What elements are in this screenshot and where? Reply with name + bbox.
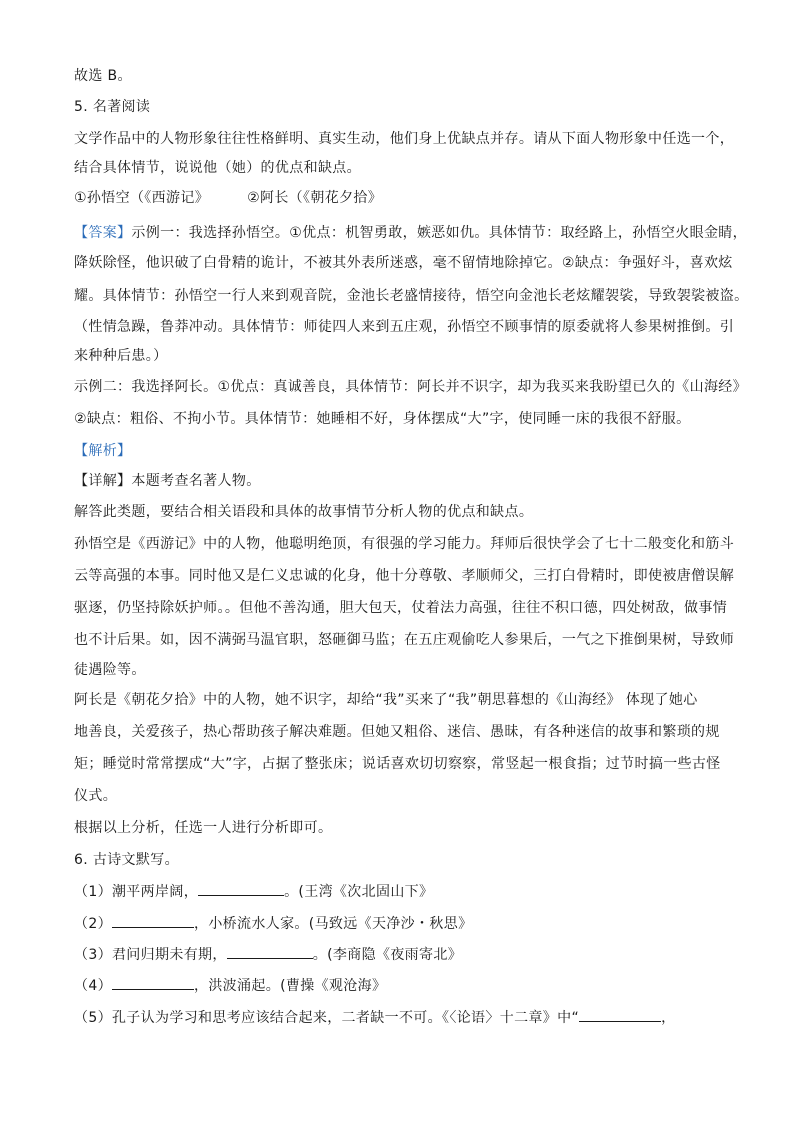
answer-paragraph: 降妖除怪，他识破了白骨精的诡计，不被其外表所迷惑，毫不留情地除掉它。②缺点：争强好斗，喜欢炫 bbox=[74, 255, 733, 271]
answer-paragraph: 示例二：我选择阿长。①优点：真诚善良，具体情节：阿长并不识字，却为我买来我盼望已久的《山海经》 bbox=[74, 379, 747, 395]
analysis-paragraph: 矩；睡觉时常常摆成“大”字，占据了整张床；说话喜欢切切察察，常竖起一根食指；过节时搞一些古怪 bbox=[74, 756, 721, 772]
answer-paragraph: 耀。具体情节：孙悟空一行人来到观音院，金池长老盛情接待，悟空向金池长老炫耀袈裟，导致袈裟被盗。 bbox=[74, 288, 749, 304]
analysis-paragraph: 也不计后果。如，因不满弼马温官职，怒砸御马监；在五庄观偷吃人参果后，一气之下推倒果树，导致师 bbox=[74, 632, 735, 648]
answer-conclusion: 故选 B。 bbox=[74, 68, 132, 84]
question-5-title: 5. 名著阅读 bbox=[74, 99, 151, 115]
answer-blank[interactable] bbox=[112, 974, 194, 990]
detail-heading: 【详解】本题考查名著人物。 bbox=[74, 473, 261, 489]
answer-paragraph: （性情急躁，鲁莽冲动。具体情节：师徒四人来到五庄观，孙悟空不顾事情的原委就将人参果树推倒。引 bbox=[74, 319, 735, 335]
poem-question-3: （3）君问归期未有期， 。(李商隐《夜雨寄北》 bbox=[74, 943, 462, 963]
answer-tag: 【答案】 bbox=[74, 225, 132, 241]
poem-question-5: （5）孔子认为学习和思考应该结合起来，二者缺一不可。《〈论语〉十二章》中“ ， bbox=[74, 1006, 675, 1026]
analysis-paragraph: 地善良，关爱孩子，热心帮助孩子解决难题。但她又粗俗、迷信、愚昧，有各种迷信的故事和繁琐的规 bbox=[74, 724, 720, 740]
poem-question-4: （4） ，洪波涌起。(曹操《观沧海》 bbox=[74, 974, 386, 994]
analysis-paragraph: 阿长是《朝花夕拾》中的人物，她不识字，却给“我”买来了“我”朝思暮想的《山海经》 体现了她心 bbox=[74, 692, 698, 708]
analysis-paragraph: 驱逐，仍坚持除妖护师。。但他不善沟通，胆大包天，仗着法力高强，往往不积口德，四处树敌，做事情 bbox=[74, 600, 728, 616]
answer-blank[interactable] bbox=[198, 880, 284, 896]
answer-blank[interactable] bbox=[227, 943, 313, 959]
analysis-paragraph: 根据以上分析，任选一人进行分析即可。 bbox=[74, 820, 333, 836]
analysis-tag: 【解析】 bbox=[74, 443, 132, 459]
analysis-paragraph: 徒遇险等。 bbox=[74, 662, 146, 678]
question-5-options bbox=[74, 188, 382, 208]
analysis-paragraph: 云等高强的本事。同时他又是仁义忠诚的化身，他十分尊敬、孝顺师父，三打白骨精时，即使被唐僧误解 bbox=[74, 568, 735, 584]
answer-paragraph: 来种种后患。） bbox=[74, 348, 168, 364]
option-sun-wukong: ①孙悟空（《西游记》 bbox=[74, 190, 210, 206]
answer-blank[interactable] bbox=[112, 912, 194, 928]
poem-question-1: （1）潮平两岸阔， 。(王湾《次北固山下》 bbox=[74, 880, 433, 900]
analysis-paragraph: 解答此类题，要结合相关语段和具体的故事情节分析人物的优点和缺点。 bbox=[74, 504, 534, 520]
analysis-paragraph: 仪式。 bbox=[74, 788, 118, 804]
question-6-title: 6. 古诗文默写。 bbox=[74, 852, 179, 868]
poem-question-2: （2） ，小桥流水人家。(马致远《天净沙・秋思》 bbox=[74, 912, 472, 932]
analysis-paragraph: 孙悟空是《西游记》中的人物，他聪明绝顶，有很强的学习能力。拜师后很快学会了七十二般变化和筋斗 bbox=[74, 536, 735, 552]
answer-paragraph: ②缺点：粗俗、不拘小节。具体情节：她睡相不好，身体摆成“大”字，使同睡一床的我很不舒服。 bbox=[74, 411, 691, 427]
option-a-chang: ②阿长（《朝花夕拾》 bbox=[247, 190, 383, 206]
answer-paragraph: 【答案】示例一：我选择孙悟空。①优点：机智勇敢，嫉恶如仇。具体情节：取经路上，孙悟空火眼金睛， bbox=[74, 225, 748, 241]
answer-blank[interactable] bbox=[579, 1006, 661, 1022]
question-5-text: 结合具体情节，说说他（她）的优点和缺点。 bbox=[74, 160, 361, 176]
question-5-text: 文学作品中的人物形象往往性格鲜明、真实生动，他们身上优缺点并存。请从下面人物形象中任选一个， bbox=[74, 131, 735, 147]
